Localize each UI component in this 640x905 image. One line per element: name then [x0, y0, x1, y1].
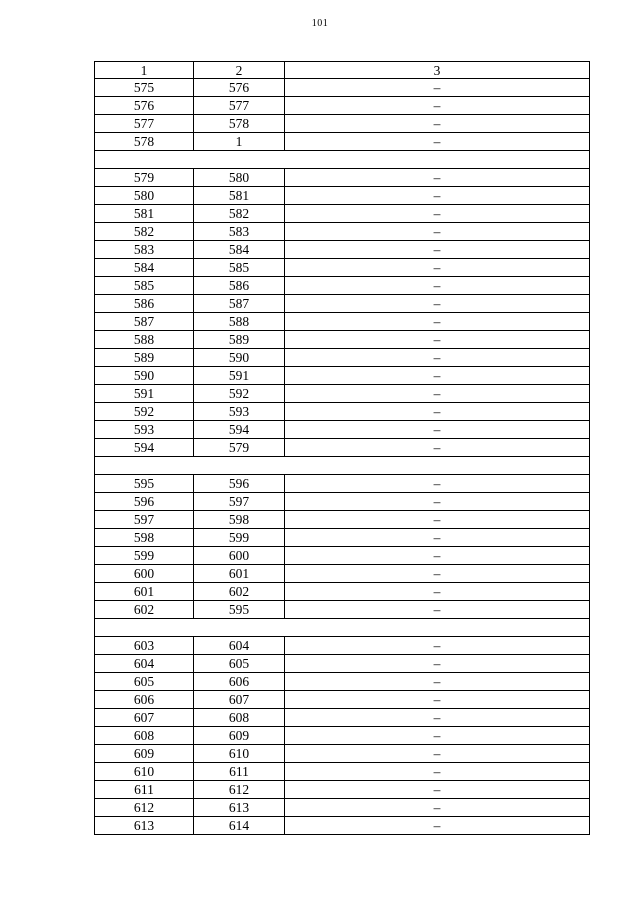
table-cell-col-2: 1: [194, 133, 285, 151]
table-cell-col-2: 594: [194, 421, 285, 439]
table-cell-col-2: 606: [194, 673, 285, 691]
table-cell-col-1: 596: [95, 493, 194, 511]
table-cell-col-1: 579: [95, 169, 194, 187]
table-cell-col-3: –: [285, 511, 590, 529]
table-cell-col-3: –: [285, 385, 590, 403]
table-cell-col-2: 589: [194, 331, 285, 349]
table-cell-col-3: –: [285, 691, 590, 709]
table-cell-col-3: –: [285, 115, 590, 133]
data-table: [94, 61, 590, 835]
table-row: [95, 115, 590, 133]
table-cell-col-2: 608: [194, 709, 285, 727]
table-cell-col-2: 578: [194, 115, 285, 133]
table-cell-col-1: 602: [95, 601, 194, 619]
table-cell-col-1: 593: [95, 421, 194, 439]
table-cell-col-1: 587: [95, 313, 194, 331]
table-cell-col-1: 580: [95, 187, 194, 205]
column-header-2: 2: [194, 62, 285, 79]
table-row: [95, 817, 590, 835]
table-cell-col-2: 576: [194, 79, 285, 97]
table-cell-col-3: –: [285, 637, 590, 655]
table-cell-col-1: 578: [95, 133, 194, 151]
table-cell-col-2: 581: [194, 187, 285, 205]
table-row: [95, 97, 590, 115]
table-cell-col-1: 583: [95, 241, 194, 259]
table-row: [95, 583, 590, 601]
table-cell-col-1: 576: [95, 97, 194, 115]
table-row: [95, 385, 590, 403]
table-cell-col-3: –: [285, 583, 590, 601]
table-cell-col-1: 586: [95, 295, 194, 313]
table-row: [95, 565, 590, 583]
table-cell-col-2: 593: [194, 403, 285, 421]
table-cell-col-1: 598: [95, 529, 194, 547]
column-header-3: 3: [285, 62, 590, 79]
table-cell-col-3: –: [285, 79, 590, 97]
table-cell-col-3: –: [285, 709, 590, 727]
group-separator-cell: [95, 619, 590, 637]
column-header-1: 1: [95, 62, 194, 79]
table-row: [95, 493, 590, 511]
table-cell-col-3: –: [285, 403, 590, 421]
table-cell-col-1: 599: [95, 547, 194, 565]
table-cell-col-2: 598: [194, 511, 285, 529]
table-cell-col-2: 614: [194, 817, 285, 835]
table-row: [95, 79, 590, 97]
table-cell-col-3: –: [285, 241, 590, 259]
table-cell-col-1: 612: [95, 799, 194, 817]
table-row: [95, 403, 590, 421]
table-cell-col-3: –: [285, 277, 590, 295]
table-cell-col-3: –: [285, 349, 590, 367]
table-cell-col-3: –: [285, 97, 590, 115]
table-row: [95, 727, 590, 745]
table-cell-col-2: 609: [194, 727, 285, 745]
table-cell-col-3: –: [285, 727, 590, 745]
table-cell-col-3: –: [285, 655, 590, 673]
table-cell-col-3: –: [285, 529, 590, 547]
table-cell-col-3: –: [285, 817, 590, 835]
table-cell-col-3: –: [285, 331, 590, 349]
table-row: [95, 223, 590, 241]
table-cell-col-3: –: [285, 295, 590, 313]
table-cell-col-1: 585: [95, 277, 194, 295]
table-cell-col-2: 600: [194, 547, 285, 565]
group-separator-cell: [95, 457, 590, 475]
table-cell-col-2: 596: [194, 475, 285, 493]
table-cell-col-1: 589: [95, 349, 194, 367]
table-cell-col-2: 604: [194, 637, 285, 655]
table-cell-col-2: 599: [194, 529, 285, 547]
table-cell-col-3: –: [285, 565, 590, 583]
table-cell-col-1: 607: [95, 709, 194, 727]
table-cell-col-3: –: [285, 259, 590, 277]
table-cell-col-3: –: [285, 763, 590, 781]
table-cell-col-1: 597: [95, 511, 194, 529]
table-cell-col-2: 612: [194, 781, 285, 799]
table-cell-col-3: –: [285, 547, 590, 565]
table-cell-col-1: 609: [95, 745, 194, 763]
table-row: [95, 349, 590, 367]
table-cell-col-2: 590: [194, 349, 285, 367]
table-cell-col-3: –: [285, 421, 590, 439]
table-cell-col-3: –: [285, 601, 590, 619]
table-cell-col-1: 581: [95, 205, 194, 223]
table-cell-col-3: –: [285, 169, 590, 187]
table-cell-col-2: 584: [194, 241, 285, 259]
table-cell-col-2: 585: [194, 259, 285, 277]
table-cell-col-2: 613: [194, 799, 285, 817]
group-separator-row: [95, 457, 590, 475]
table-row: [95, 547, 590, 565]
table-cell-col-3: –: [285, 205, 590, 223]
table-row: [95, 475, 590, 493]
table-cell-col-2: 583: [194, 223, 285, 241]
table-cell-col-2: 587: [194, 295, 285, 313]
table-cell-col-1: 590: [95, 367, 194, 385]
table-row: [95, 259, 590, 277]
table-cell-col-1: 600: [95, 565, 194, 583]
table-row: [95, 601, 590, 619]
table-cell-col-2: 592: [194, 385, 285, 403]
table-cell-col-2: 580: [194, 169, 285, 187]
table-cell-col-2: 601: [194, 565, 285, 583]
table-row: [95, 295, 590, 313]
table-cell-col-2: 582: [194, 205, 285, 223]
table-cell-col-2: 610: [194, 745, 285, 763]
table-cell-col-1: 584: [95, 259, 194, 277]
table-cell-col-1: 606: [95, 691, 194, 709]
table-cell-col-1: 608: [95, 727, 194, 745]
group-separator-cell: [95, 151, 590, 169]
table-cell-col-1: 592: [95, 403, 194, 421]
table-cell-col-3: –: [285, 439, 590, 457]
table-cell-col-3: –: [285, 799, 590, 817]
table-cell-col-1: 591: [95, 385, 194, 403]
table-cell-col-1: 605: [95, 673, 194, 691]
table-row: [95, 367, 590, 385]
table-cell-col-2: 607: [194, 691, 285, 709]
table-body: [95, 62, 590, 835]
table-cell-col-2: 586: [194, 277, 285, 295]
table-cell-col-2: 588: [194, 313, 285, 331]
table-row: [95, 331, 590, 349]
table-cell-col-1: 611: [95, 781, 194, 799]
table-cell-col-2: 591: [194, 367, 285, 385]
table-row: [95, 673, 590, 691]
table-cell-col-2: 577: [194, 97, 285, 115]
table-cell-col-1: 604: [95, 655, 194, 673]
table-cell-col-1: 575: [95, 79, 194, 97]
table-row: [95, 277, 590, 295]
table-cell-col-2: 597: [194, 493, 285, 511]
table-row: [95, 529, 590, 547]
table-cell-col-2: 605: [194, 655, 285, 673]
table-row: [95, 313, 590, 331]
table-cell-col-2: 611: [194, 763, 285, 781]
group-separator-row: [95, 619, 590, 637]
table-cell-col-2: 602: [194, 583, 285, 601]
table-cell-col-1: 594: [95, 439, 194, 457]
table-cell-col-3: –: [285, 223, 590, 241]
table-row: [95, 169, 590, 187]
table-row: [95, 205, 590, 223]
table-cell-col-1: 588: [95, 331, 194, 349]
table-cell-col-1: 601: [95, 583, 194, 601]
group-separator-row: [95, 151, 590, 169]
table-cell-col-2: 595: [194, 601, 285, 619]
table-row: [95, 637, 590, 655]
table-cell-col-1: 582: [95, 223, 194, 241]
table-cell-col-3: –: [285, 493, 590, 511]
page-number: 101: [311, 18, 329, 29]
table-row: [95, 709, 590, 727]
table-row: [95, 691, 590, 709]
table-cell-col-3: –: [285, 781, 590, 799]
header-row: [95, 62, 590, 79]
table-row: [95, 187, 590, 205]
table-cell-col-3: –: [285, 313, 590, 331]
table-cell-col-3: –: [285, 133, 590, 151]
table-row: [95, 241, 590, 259]
table-row: [95, 655, 590, 673]
table-cell-col-1: 610: [95, 763, 194, 781]
table-row: [95, 763, 590, 781]
table-row: [95, 745, 590, 763]
table-cell-col-1: 613: [95, 817, 194, 835]
table-cell-col-3: –: [285, 367, 590, 385]
table-cell-col-1: 577: [95, 115, 194, 133]
table-row: [95, 781, 590, 799]
table-cell-col-3: –: [285, 673, 590, 691]
table-cell-col-1: 603: [95, 637, 194, 655]
table-row: [95, 133, 590, 151]
table-cell-col-3: –: [285, 475, 590, 493]
table-cell-col-1: 595: [95, 475, 194, 493]
table-cell-col-3: –: [285, 187, 590, 205]
table-row: [95, 421, 590, 439]
table-row: [95, 439, 590, 457]
table-row: [95, 799, 590, 817]
table-row: [95, 511, 590, 529]
table-cell-col-3: –: [285, 745, 590, 763]
table-cell-col-2: 579: [194, 439, 285, 457]
